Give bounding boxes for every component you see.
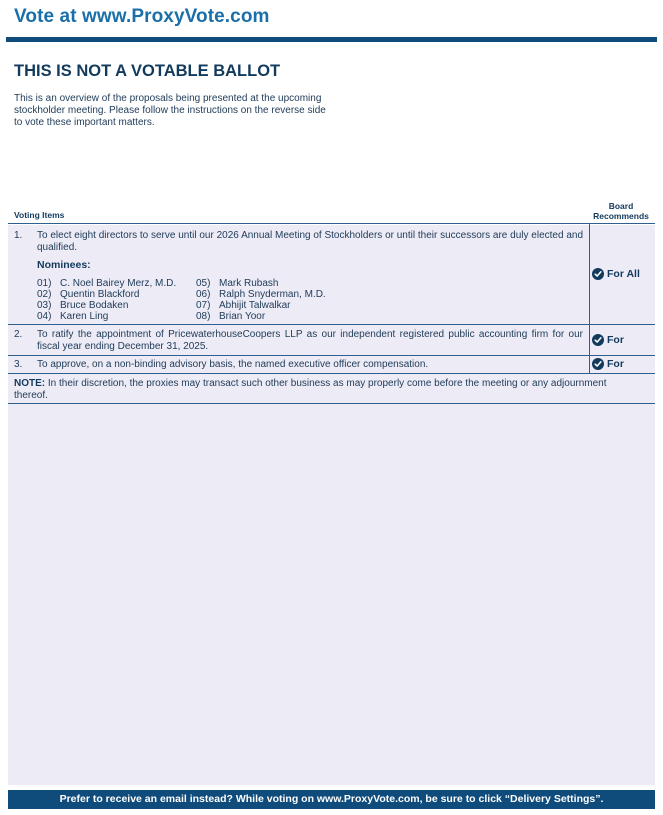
voting-items-header: Voting Items bbox=[14, 210, 65, 220]
item-3-recommendation bbox=[592, 358, 624, 370]
delivery-settings-banner: Prefer to receive an email instead? While voting on www.ProxyVote.com, be sure to click “Delivery Settings”. bbox=[8, 790, 655, 809]
nominee-number: 05) bbox=[196, 278, 211, 289]
nominee-row bbox=[37, 278, 176, 289]
note-text bbox=[14, 378, 642, 401]
nominee-name: Brian Yoor bbox=[219, 311, 266, 322]
recommendation-label: For All bbox=[607, 268, 640, 280]
header-divider bbox=[6, 37, 657, 42]
nominee-row bbox=[37, 289, 176, 300]
vote-website-link[interactable]: Vote at www.ProxyVote.com bbox=[14, 6, 270, 27]
row-divider bbox=[8, 373, 655, 374]
intro-text: This is an overview of the proposals being presented at the upcoming stockholder meeting. Please follow the instructions on the reverse side to vote these important matters. bbox=[14, 93, 326, 128]
nominee-number: 04) bbox=[37, 311, 52, 322]
nominee-number: 08) bbox=[196, 311, 211, 322]
nominee-name: Ralph Snyderman, M.D. bbox=[219, 289, 326, 300]
recommendation-label: For bbox=[607, 358, 624, 370]
recommendation-column-divider bbox=[589, 224, 590, 373]
nominee-name: Quentin Blackford bbox=[60, 289, 140, 300]
nominee-number: 01) bbox=[37, 278, 52, 289]
nominee-row bbox=[37, 311, 176, 322]
table-bottom-rule bbox=[8, 403, 655, 404]
nominee-number: 06) bbox=[196, 289, 211, 300]
nominee-number: 02) bbox=[37, 289, 52, 300]
ballot-title: THIS IS NOT A VOTABLE BALLOT bbox=[14, 62, 281, 80]
item-2-number: 2. bbox=[14, 329, 23, 340]
item-2-text: To ratify the appointment of PricewaterhouseCoopers LLP as our independent registered public accounting firm for our fiscal year ending December 31, 2025. bbox=[37, 329, 583, 352]
nominees-label: Nominees: bbox=[37, 259, 91, 271]
board-recommends-header: Board Recommends bbox=[593, 201, 649, 221]
checkmark-icon bbox=[592, 334, 604, 346]
note-label: NOTE: bbox=[14, 378, 46, 389]
recommendation-label: For bbox=[607, 334, 624, 346]
item-1-text: To elect eight directors to serve until our 2026 Annual Meeting of Stockholders or until their successors are duly elected and qualified. bbox=[37, 230, 583, 253]
nominee-row bbox=[196, 278, 326, 289]
item-3-text: To approve, on a non-binding advisory basis, the named executive officer compensation. bbox=[37, 359, 429, 370]
nominee-row bbox=[196, 300, 326, 311]
nominee-name: Bruce Bodaken bbox=[60, 300, 129, 311]
nominee-number: 03) bbox=[37, 300, 52, 311]
nominees-column-right bbox=[196, 278, 326, 322]
nominee-name: Karen Ling bbox=[60, 311, 109, 322]
nominee-row bbox=[196, 311, 326, 322]
nominee-row bbox=[196, 289, 326, 300]
nominee-name: C. Noel Bairey Merz, M.D. bbox=[60, 278, 177, 289]
item-2-recommendation bbox=[592, 334, 624, 346]
item-1-recommendation bbox=[592, 268, 640, 280]
row-divider bbox=[8, 355, 655, 356]
nominee-name: Mark Rubash bbox=[219, 278, 279, 289]
nominee-row bbox=[37, 300, 176, 311]
nominees-column-left bbox=[37, 278, 176, 322]
nominee-number: 07) bbox=[196, 300, 211, 311]
checkmark-icon bbox=[592, 358, 604, 370]
checkmark-icon bbox=[592, 268, 604, 280]
nominee-name: Abhijit Talwalkar bbox=[219, 300, 291, 311]
item-1-number: 1. bbox=[14, 230, 23, 241]
note-body: In their discretion, the proxies may transact such other business as may properly come before the meeting or any adjournment thereof. bbox=[14, 378, 607, 401]
item-3-number: 3. bbox=[14, 359, 23, 370]
table-top-rule bbox=[8, 223, 655, 224]
row-divider bbox=[8, 324, 655, 325]
